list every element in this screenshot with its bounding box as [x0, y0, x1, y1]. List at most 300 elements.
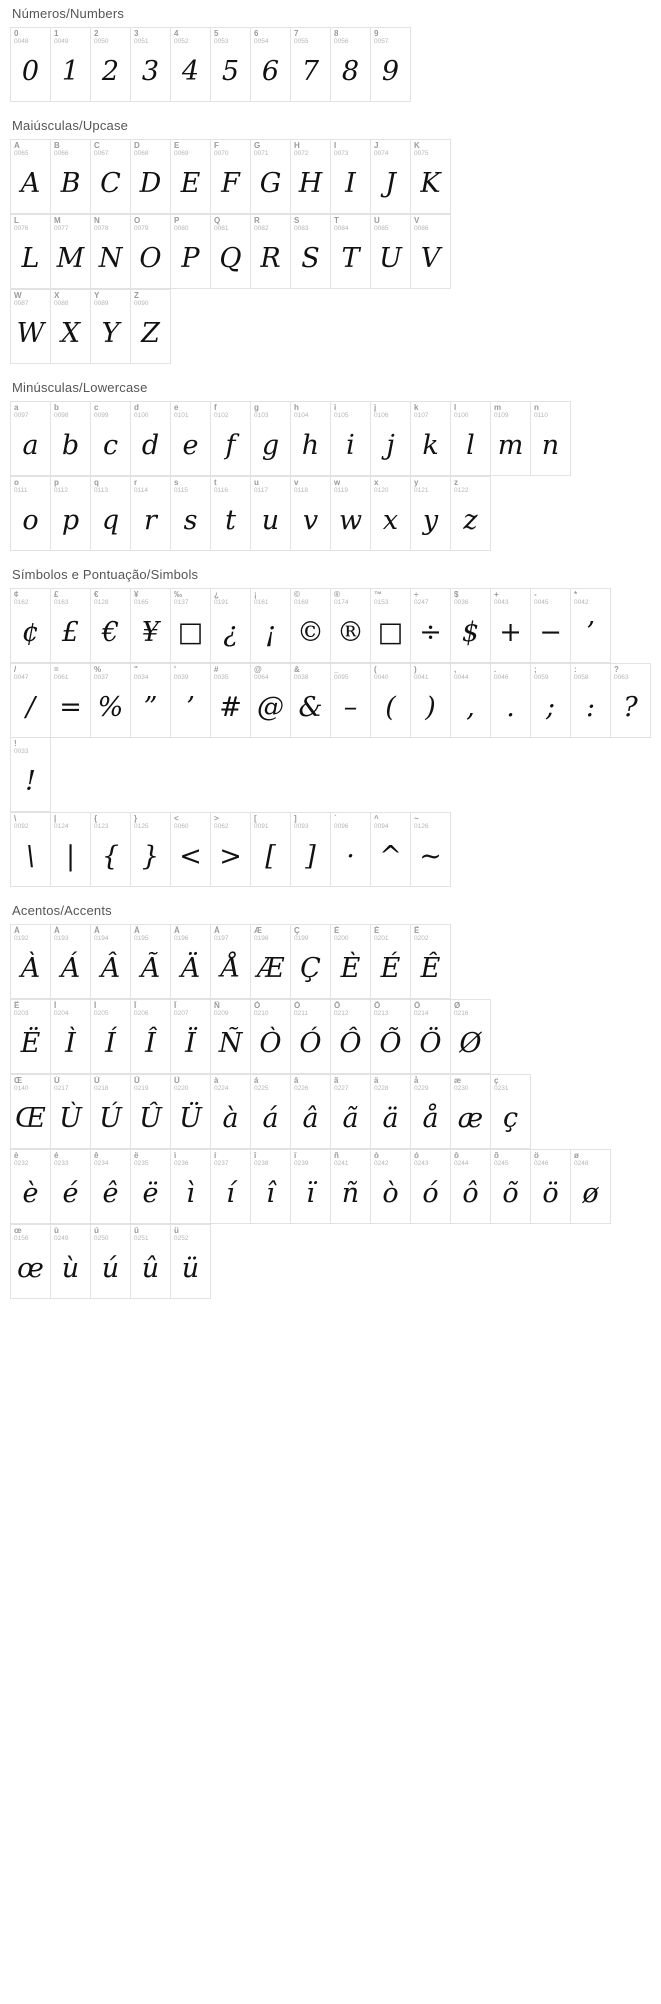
- glyph-cell[interactable]: [171, 215, 211, 289]
- glyph-character-label: Ü: [174, 1076, 180, 1085]
- glyph-cell[interactable]: [411, 925, 451, 999]
- glyph-cell-header: [131, 1075, 170, 1094]
- glyph-cell[interactable]: [411, 1075, 451, 1149]
- glyph-cell[interactable]: [251, 1150, 291, 1224]
- glyph-cell[interactable]: [91, 290, 131, 364]
- glyph-cell[interactable]: [331, 1075, 371, 1149]
- glyph-preview: ¿: [223, 616, 238, 648]
- glyph-cell[interactable]: [331, 28, 371, 102]
- glyph-cell-header: [51, 1150, 90, 1169]
- glyph-code-label: 0233: [54, 1160, 69, 1167]
- glyph-cell-header: [451, 1150, 490, 1169]
- glyph-cell[interactable]: [291, 477, 331, 551]
- glyph-cell[interactable]: [331, 925, 371, 999]
- glyph-code-label: 0201: [374, 935, 389, 942]
- glyph-preview: (: [385, 691, 396, 723]
- glyph-cell-header: [251, 215, 290, 234]
- glyph-preview: Ì: [65, 1027, 76, 1059]
- glyph-preview: Ù: [59, 1102, 82, 1134]
- glyph-cell[interactable]: [131, 813, 171, 887]
- glyph-code-label: 0217: [54, 1085, 69, 1092]
- glyph-code-label: 0214: [414, 1010, 429, 1017]
- glyph-cell[interactable]: [291, 215, 331, 289]
- glyph-cell[interactable]: [491, 589, 531, 663]
- glyph-code-label: 0063: [614, 674, 629, 681]
- glyph-cell[interactable]: [411, 215, 451, 289]
- glyph-cell[interactable]: [51, 813, 91, 887]
- glyph-code-label: 0198: [254, 935, 269, 942]
- glyph-cell[interactable]: [91, 925, 131, 999]
- glyph-cell[interactable]: [331, 664, 371, 738]
- glyph-character-label: Ö: [414, 1001, 421, 1010]
- glyph-cell[interactable]: [171, 28, 211, 102]
- glyph-cell-header: [451, 1075, 490, 1094]
- glyph-cell-header: [211, 925, 250, 944]
- glyph-cell[interactable]: [371, 215, 411, 289]
- glyph-cell[interactable]: [251, 1000, 291, 1074]
- glyph-cell[interactable]: [211, 402, 251, 476]
- glyph-cell[interactable]: [211, 477, 251, 551]
- glyph-character-label: =: [54, 665, 59, 674]
- glyph-cell-header: [371, 813, 410, 832]
- glyph-row: [10, 27, 411, 102]
- glyph-cell[interactable]: [131, 1075, 171, 1149]
- glyph-code-label: 0085: [374, 225, 389, 232]
- glyph-preview: A: [20, 167, 41, 199]
- glyph-cell[interactable]: [291, 925, 331, 999]
- glyph-section: [0, 0, 661, 102]
- glyph-preview: [: [265, 840, 276, 872]
- section-title: Símbolos e Pontuação/Simbols: [12, 567, 199, 582]
- glyph-cell[interactable]: [91, 664, 131, 738]
- glyph-code-label: 0243: [414, 1160, 429, 1167]
- glyph-cell[interactable]: [291, 28, 331, 102]
- glyph-cell[interactable]: [131, 1150, 171, 1224]
- glyph-cell[interactable]: [11, 813, 51, 887]
- glyph-cell[interactable]: [451, 1075, 491, 1149]
- glyph-cell-header: [251, 925, 290, 944]
- glyph-character-label: Ø: [454, 1001, 461, 1010]
- section-title: Números/Numbers: [12, 6, 125, 21]
- glyph-cell[interactable]: [11, 1075, 51, 1149]
- glyph-code-label: 0050: [94, 38, 109, 45]
- glyph-cell[interactable]: [331, 589, 371, 663]
- glyph-cell[interactable]: [251, 589, 291, 663]
- glyph-cell[interactable]: [411, 140, 451, 214]
- glyph-cell[interactable]: [171, 140, 211, 214]
- glyph-cell-header: [11, 1075, 50, 1094]
- glyph-cell-header: [91, 140, 130, 159]
- glyph-cell[interactable]: [11, 1225, 51, 1299]
- glyph-code-label: 0137: [174, 599, 189, 606]
- glyph-cell[interactable]: [211, 1150, 251, 1224]
- glyph-code-label: 0163: [54, 599, 69, 606]
- glyph-cell[interactable]: [331, 813, 371, 887]
- glyph-cell[interactable]: [171, 925, 211, 999]
- glyph-cell[interactable]: [291, 1075, 331, 1149]
- glyph-cell[interactable]: [491, 1075, 531, 1149]
- glyph-cell[interactable]: [171, 589, 211, 663]
- glyph-cell[interactable]: [571, 589, 611, 663]
- glyph-preview: Ñ: [218, 1027, 243, 1059]
- glyph-cell-header: [411, 140, 450, 159]
- glyph-cell-header: [291, 1150, 330, 1169]
- glyph-preview: q: [101, 504, 120, 536]
- glyph-code-label: 0123: [94, 823, 109, 830]
- glyph-preview: ë: [142, 1177, 159, 1209]
- glyph-cell-header: [91, 402, 130, 421]
- glyph-cell[interactable]: [371, 1150, 411, 1224]
- glyph-code-label: 0074: [374, 150, 389, 157]
- glyph-cell-header: [491, 1075, 530, 1094]
- glyph-cell[interactable]: [11, 738, 51, 812]
- glyph-cell[interactable]: [131, 589, 171, 663]
- glyph-cell[interactable]: [291, 589, 331, 663]
- glyph-cell[interactable]: [11, 664, 51, 738]
- glyph-code-label: 0053: [214, 38, 229, 45]
- glyph-character-label: Õ: [374, 1001, 381, 1010]
- glyph-cell[interactable]: [91, 477, 131, 551]
- glyph-character-label: Ù: [54, 1076, 60, 1085]
- glyph-cell-header: [211, 1075, 250, 1094]
- glyph-preview: ü: [181, 1252, 200, 1284]
- glyph-cell-header: [131, 140, 170, 159]
- glyph-cell[interactable]: [451, 1000, 491, 1074]
- glyph-cell[interactable]: [131, 28, 171, 102]
- glyph-cell[interactable]: [571, 664, 611, 738]
- glyph-preview: #: [219, 691, 242, 723]
- glyph-code-label: 0043: [494, 599, 509, 606]
- glyph-character-label: ò: [374, 1151, 379, 1160]
- glyph-cell[interactable]: [131, 664, 171, 738]
- glyph-preview: t: [225, 504, 236, 536]
- glyph-code-label: 0051: [134, 38, 149, 45]
- glyph-cell[interactable]: [211, 1075, 251, 1149]
- glyph-cell[interactable]: [91, 1075, 131, 1149]
- glyph-character-label: Å: [214, 926, 220, 935]
- glyph-cell[interactable]: [171, 813, 211, 887]
- glyph-character-label: á: [254, 1076, 259, 1085]
- glyph-cell[interactable]: [291, 140, 331, 214]
- glyph-code-label: 0095: [334, 674, 349, 681]
- glyph-character-label: ^: [374, 814, 379, 823]
- glyph-cell[interactable]: [251, 215, 291, 289]
- glyph-cell-header: [11, 1225, 50, 1244]
- glyph-cell-header: [411, 477, 450, 496]
- glyph-cell[interactable]: [11, 477, 51, 551]
- glyph-character-label: W: [14, 291, 22, 300]
- glyph-cell[interactable]: [371, 589, 411, 663]
- glyph-cell[interactable]: [11, 402, 51, 476]
- glyph-cell[interactable]: [251, 402, 291, 476]
- glyph-cell[interactable]: [11, 1150, 51, 1224]
- glyph-cell-header: [251, 1150, 290, 1169]
- glyph-cell[interactable]: [51, 1000, 91, 1074]
- glyph-cell[interactable]: [131, 925, 171, 999]
- glyph-cell[interactable]: [451, 477, 491, 551]
- glyph-cell[interactable]: [411, 813, 451, 887]
- glyph-cell[interactable]: [91, 402, 131, 476]
- glyph-cell-header: [11, 813, 50, 832]
- glyph-cell[interactable]: [451, 664, 491, 738]
- glyph-cell[interactable]: [371, 925, 411, 999]
- glyph-cell[interactable]: [51, 925, 91, 999]
- glyph-cell[interactable]: [331, 140, 371, 214]
- glyph-character-label: ,: [454, 665, 457, 674]
- glyph-cell[interactable]: [171, 1150, 211, 1224]
- glyph-cell[interactable]: [131, 290, 171, 364]
- glyph-cell[interactable]: [211, 813, 251, 887]
- glyph-cell-header: [91, 925, 130, 944]
- glyph-cell[interactable]: [131, 1225, 171, 1299]
- glyph-character-label: $: [454, 590, 459, 599]
- glyph-preview: K: [420, 167, 441, 199]
- glyph-cell[interactable]: [51, 140, 91, 214]
- glyph-cell[interactable]: [291, 1150, 331, 1224]
- glyph-cell[interactable]: [411, 1000, 451, 1074]
- section-title: Minúsculas/Lowercase: [12, 380, 148, 395]
- glyph-character-label: î: [254, 1151, 257, 1160]
- glyph-cell[interactable]: [11, 589, 51, 663]
- glyph-cell-header: [211, 664, 250, 683]
- glyph-cell[interactable]: [131, 140, 171, 214]
- glyph-cell[interactable]: [331, 477, 371, 551]
- glyph-code-label: 0244: [454, 1160, 469, 1167]
- glyph-preview: D: [139, 167, 162, 199]
- glyph-cell[interactable]: [371, 140, 411, 214]
- glyph-character-label: ®: [334, 590, 340, 599]
- glyph-cell-header: [611, 664, 650, 683]
- glyph-cell[interactable]: [51, 290, 91, 364]
- glyph-cell[interactable]: [251, 28, 291, 102]
- glyph-cell[interactable]: [211, 589, 251, 663]
- glyph-preview: −: [539, 616, 562, 648]
- glyph-cell[interactable]: [371, 1075, 411, 1149]
- glyph-cell-header: [91, 664, 130, 683]
- glyph-cell-header: [51, 1000, 90, 1019]
- glyph-cell[interactable]: [91, 28, 131, 102]
- glyph-code-label: 0048: [14, 38, 29, 45]
- glyph-cell[interactable]: [211, 664, 251, 738]
- glyph-cell-header: [171, 140, 210, 159]
- glyph-character-label: ç: [494, 1076, 499, 1085]
- glyph-cell[interactable]: [91, 215, 131, 289]
- glyph-cell[interactable]: [91, 1150, 131, 1224]
- glyph-cell-header: [51, 1225, 90, 1244]
- glyph-cell[interactable]: [531, 664, 571, 738]
- glyph-preview: À: [20, 952, 41, 984]
- glyph-cell[interactable]: [251, 813, 291, 887]
- glyph-cell[interactable]: [451, 1150, 491, 1224]
- glyph-code-label: 0225: [254, 1085, 269, 1092]
- glyph-cell[interactable]: [251, 664, 291, 738]
- glyph-cell-header: [331, 1000, 370, 1019]
- glyph-preview: □: [377, 616, 404, 648]
- glyph-cell[interactable]: [251, 140, 291, 214]
- glyph-code-label: 0086: [414, 225, 429, 232]
- glyph-cell[interactable]: [131, 402, 171, 476]
- glyph-cell[interactable]: [611, 664, 651, 738]
- glyph-character-label: A: [14, 141, 20, 150]
- glyph-preview: 5: [221, 55, 240, 87]
- glyph-preview: 4: [181, 55, 200, 87]
- glyph-cell[interactable]: [51, 1150, 91, 1224]
- glyph-cell[interactable]: [51, 589, 91, 663]
- glyph-row: [10, 588, 611, 663]
- glyph-code-label: 0098: [54, 412, 69, 419]
- glyph-character-label: T: [334, 216, 339, 225]
- glyph-preview: ¥: [141, 616, 160, 648]
- glyph-cell[interactable]: [51, 1225, 91, 1299]
- glyph-cell[interactable]: [491, 1150, 531, 1224]
- glyph-cell[interactable]: [411, 589, 451, 663]
- glyph-code-label: 0045: [534, 599, 549, 606]
- glyph-cell-header: [411, 589, 450, 608]
- glyph-preview: à: [222, 1102, 239, 1134]
- glyph-cell[interactable]: [11, 290, 51, 364]
- glyph-cell[interactable]: [171, 1075, 211, 1149]
- glyph-cell-header: [91, 1000, 130, 1019]
- glyph-cell[interactable]: [571, 1150, 611, 1224]
- glyph-cell[interactable]: [91, 140, 131, 214]
- glyph-cell[interactable]: [91, 589, 131, 663]
- glyph-cell-header: [131, 402, 170, 421]
- glyph-code-label: 0093: [294, 823, 309, 830]
- glyph-code-label: 0061: [54, 674, 69, 681]
- glyph-cell[interactable]: [531, 402, 571, 476]
- glyph-cell-header: [131, 1225, 170, 1244]
- glyph-cell[interactable]: [251, 925, 291, 999]
- glyph-cell[interactable]: [51, 402, 91, 476]
- glyph-character-label: ã: [334, 1076, 339, 1085]
- glyph-cell-header: [131, 589, 170, 608]
- glyph-character-label: Q: [214, 216, 221, 225]
- glyph-cell-header: [451, 477, 490, 496]
- glyph-cell[interactable]: [251, 1075, 291, 1149]
- glyph-cell-header: [331, 215, 370, 234]
- glyph-code-label: 0042: [574, 599, 589, 606]
- glyph-cell[interactable]: [251, 477, 291, 551]
- glyph-cell[interactable]: [291, 402, 331, 476]
- glyph-cell-header: [211, 589, 250, 608]
- glyph-code-label: 0067: [94, 150, 109, 157]
- glyph-cell[interactable]: [371, 28, 411, 102]
- glyph-code-label: 0247: [414, 599, 429, 606]
- glyph-cell[interactable]: [451, 589, 491, 663]
- glyph-cell-header: [171, 1150, 210, 1169]
- glyph-cell[interactable]: [371, 1000, 411, 1074]
- glyph-preview: y: [422, 504, 439, 536]
- glyph-cell[interactable]: [371, 664, 411, 738]
- glyph-cell[interactable]: [51, 215, 91, 289]
- glyph-cell[interactable]: [331, 402, 371, 476]
- glyph-cell[interactable]: [211, 28, 251, 102]
- glyph-preview: ¡: [265, 616, 276, 648]
- glyph-preview: ò: [382, 1177, 399, 1209]
- glyph-code-label: 0036: [454, 599, 469, 606]
- glyph-cell[interactable]: [51, 664, 91, 738]
- glyph-cell[interactable]: [291, 664, 331, 738]
- glyph-cell[interactable]: [331, 215, 371, 289]
- glyph-cell[interactable]: [131, 477, 171, 551]
- glyph-cell[interactable]: [411, 477, 451, 551]
- glyph-character-label: k: [414, 403, 419, 412]
- glyph-preview: d: [141, 429, 160, 461]
- glyph-cell[interactable]: [291, 813, 331, 887]
- glyph-cell[interactable]: [371, 477, 411, 551]
- glyph-cell[interactable]: [131, 1000, 171, 1074]
- glyph-cell-header: [491, 589, 530, 608]
- glyph-preview: Z: [141, 317, 160, 349]
- glyph-cell-header: [131, 664, 170, 683]
- glyph-cell-header: [331, 925, 370, 944]
- glyph-cell[interactable]: [171, 402, 211, 476]
- glyph-cell[interactable]: [11, 925, 51, 999]
- glyph-cell[interactable]: [11, 140, 51, 214]
- glyph-character-label: C: [94, 141, 100, 150]
- glyph-cell[interactable]: [171, 1000, 211, 1074]
- glyph-preview: Ä: [180, 952, 201, 984]
- glyph-cell[interactable]: [331, 1000, 371, 1074]
- glyph-cell[interactable]: [171, 664, 211, 738]
- glyph-cell[interactable]: [531, 1150, 571, 1224]
- glyph-cell-header: [291, 477, 330, 496]
- glyph-character-label: I: [334, 141, 337, 150]
- glyph-cell-header: [331, 589, 370, 608]
- glyph-cell[interactable]: [291, 1000, 331, 1074]
- glyph-cell[interactable]: [491, 664, 531, 738]
- glyph-cell[interactable]: [371, 813, 411, 887]
- glyph-code-label: 0070: [214, 150, 229, 157]
- glyph-cell[interactable]: [211, 140, 251, 214]
- glyph-cell-header: [171, 1225, 210, 1244]
- glyph-cell[interactable]: [51, 1075, 91, 1149]
- glyph-character-label: q: [94, 478, 99, 487]
- glyph-cell[interactable]: [411, 402, 451, 476]
- glyph-cell[interactable]: [11, 215, 51, 289]
- glyph-preview: 1: [61, 55, 80, 87]
- glyph-cell-header: [131, 925, 170, 944]
- glyph-cell[interactable]: [131, 215, 171, 289]
- glyph-cell[interactable]: [331, 1150, 371, 1224]
- glyph-cell[interactable]: [91, 1225, 131, 1299]
- glyph-cell[interactable]: [171, 477, 211, 551]
- glyph-cell[interactable]: [91, 813, 131, 887]
- glyph-character-label: /: [14, 665, 17, 674]
- glyph-code-label: 0072: [294, 150, 309, 157]
- glyph-cell[interactable]: [451, 402, 491, 476]
- glyph-cell[interactable]: [91, 1000, 131, 1074]
- glyph-cell[interactable]: [411, 664, 451, 738]
- glyph-cell[interactable]: [531, 589, 571, 663]
- glyph-cell[interactable]: [491, 402, 531, 476]
- glyph-cell[interactable]: [51, 477, 91, 551]
- glyph-cell[interactable]: [211, 215, 251, 289]
- glyph-cell[interactable]: [411, 1150, 451, 1224]
- glyph-cell[interactable]: [371, 402, 411, 476]
- glyph-cell[interactable]: [211, 1000, 251, 1074]
- glyph-cell-header: [291, 215, 330, 234]
- glyph-preview: œ: [17, 1252, 44, 1284]
- glyph-character-label: ù: [54, 1226, 59, 1235]
- glyph-cell[interactable]: [171, 1225, 211, 1299]
- glyph-cell-header: [371, 925, 410, 944]
- glyph-cell[interactable]: [211, 925, 251, 999]
- glyph-preview: !: [25, 765, 36, 797]
- glyph-cell[interactable]: [51, 28, 91, 102]
- glyph-cell[interactable]: [11, 28, 51, 102]
- glyph-cell[interactable]: [11, 1000, 51, 1074]
